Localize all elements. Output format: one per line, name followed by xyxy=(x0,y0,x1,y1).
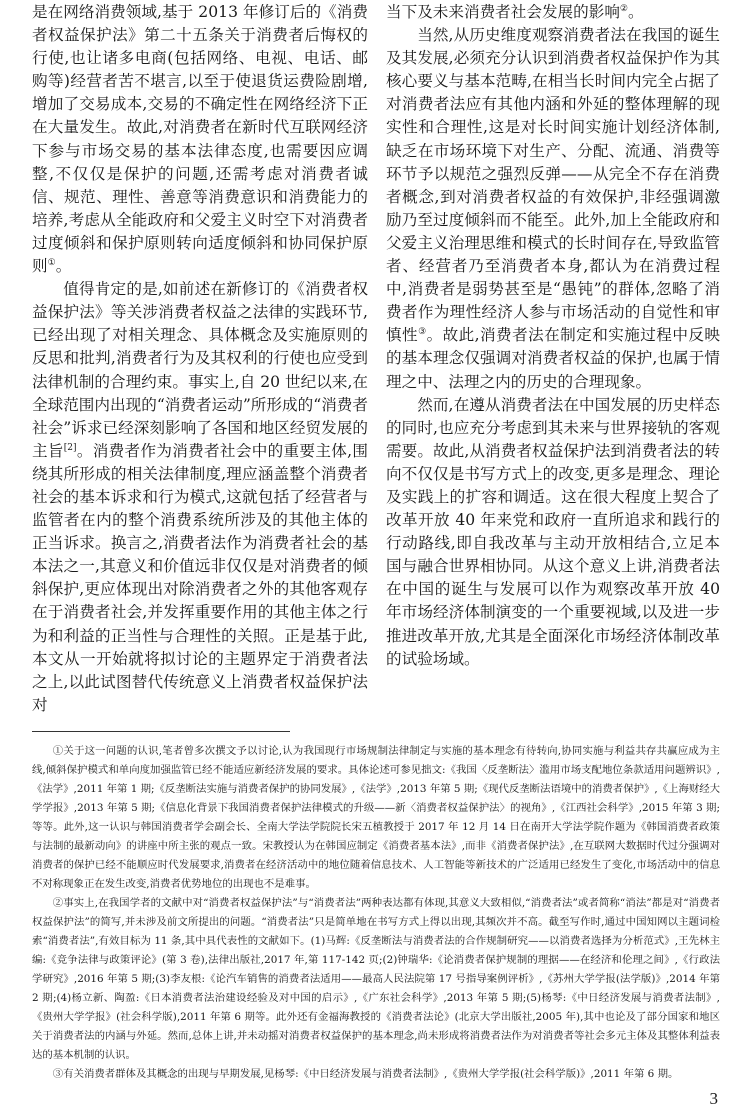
footnote-1: ①关于这一问题的认识,笔者曾多次撰文予以讨论,认为我国现行市场规制法律制定与实施的基本理念有待转向,协同实施与利益共存共赢应成为主线,倾斜保护模式和单向度加强监管已经不能适应新经济发展的要求。具体论述可参见拙文:《我国〈反垄断法〉滥用市场支配地位条款适用问题辨识》,《法学》,2011 年第 1 期;《反垄断法实施与消费者保护的协同发展》,《法学》,2013 年第 5 期;《现代反垄断法语境中的消费者保护》,《上海财经大学学报》,2013 年第 5 期;《信息化背景下我国消费者保护法律模式的升级——新〈消费者权益保护法〉的视角》,《江西社会科学》,2015 年第 3 期;等等。此外,这一认识与韩国消费者学会副会长、全南大学法学院院长宋五植教授于 2017 年 12 月 14 日在南开大学法学院作题为《韩国消费者政策与法制的最新动向》的讲座中所主张的观点一致。宋教授认为在韩国应制定《消费者基本法》,而非《消费者保护法》,在互联网大数据时代过分强调对消费者的保护已经不能顺应时代发展要求,消费者在经济活动中的地位随着信息技术、人工智能等新技术的广泛适用已经发生了变化,市场活动中的信息不对称现象正在发生改变,消费者优势地位的出现也不是难事。 xyxy=(32,744,721,890)
footnotes xyxy=(32,742,720,1084)
paragraph-text: 。故此,消费者法在制定和实施过程中反映的基本理念仅强调对消费者权益的保护,也属于情理之中、法理之内的历史的合理现象。 xyxy=(386,326,720,391)
paragraph xyxy=(386,24,720,394)
paragraph-text: 值得肯定的是,如前述在新修订的《消费者权益保护法》等关涉消费者权益之法律的实践环节,已经出现了对相关理念、具体概念及实施原则的反思和批判,消费者行为及其权利的行使也应受到法律机制的合理约束。事实上,自 20 世纪以来,在全球范围内出现的“消费者运动”所形成的“消费者社会”诉求已经深刻影响了各国和地区经贸发展的主旨 xyxy=(32,280,368,460)
paragraph-text: 然而,在遵从消费者法在中国发展的历史样态的同时,也应充分考虑到其未来与世界接轨的客观需要。故此,从消费者权益保护法到消费者法的转向不仅仅是书写方式上的改变,更多是理念、理论及实践上的扩容和调适。这在很大程度上契合了改革开放 40 年来党和政府一直所追求和践行的行动路线,即自我改革与主动开放相结合,立足本国与融合世界相协同。从这个意义上讲,消费者法在中国的诞生与发展可以作为观察改革开放 40 年市场经济体制演变的一个重要视域,以及进一步推进改革开放,尤其是全面深化市场经济体制改革的试验场域。 xyxy=(386,395,720,668)
left-column xyxy=(32,1,368,717)
paragraph-text: 。消费者作为消费者社会中的重要主体,围绕其所形成的相关法律制度,理应涵盖整个消费者社会的基本诉求和行为模式,这就包括了经营者与监管者在内的整个消费系统所涉及的其他主体的正当诉求。换言之,消费者法作为消费者社会的基本法之一,其意义和价值远非仅仅是对消费者的倾斜保护,更应体现出对除消费者之外的其他客观存在于消费者社会,并发挥重要作用的其他主体之行为和利益的正当性与合理性的关照。正是基于此,本文从一开始就将拟讨论的主题界定于消费者法之上,以此试图替代传统意义上消费者权益保护法对 xyxy=(32,441,368,714)
paragraph-text: 是在网络消费领域,基于 2013 年修订后的《消费者权益保护法》第二十五条关于消费者后悔权的行使,也让诸多电商(包括网络、电视、电话、邮购等)经营者苦不堪言,以至于使退货运费险剧增,增加了交易成本,交易的不确定性在网络经济下正在大量发生。故此,对消费者在新时代互联网经济下参与市场交易的基本法律态度,也需要因应调整,不仅仅是保护的问题,还需考虑对消费者诚信、规范、理性、善意等消费意识和消费能力的培养,考虑从全能政府和父爱主义时空下对消费者过度倾斜和保护原则转向适度倾斜和协同保护原则 xyxy=(32,3,368,276)
paragraph xyxy=(386,1,720,24)
footnote-3: ③有关消费者群体及其概念的出现与早期发展,见杨琴:《中日经济发展与消费者法制》,《贵州大学学报(社会科学版)》,2011 年第 6 期。 xyxy=(52,1067,679,1080)
paragraph-text: 。 xyxy=(55,257,72,276)
paragraph xyxy=(32,1,368,278)
footnote-divider xyxy=(32,731,290,732)
paragraph-text: 当下及未来消费者社会发展的影响 xyxy=(386,3,620,21)
footnote-ref: ② xyxy=(619,4,628,14)
right-column xyxy=(386,1,720,671)
paragraph xyxy=(386,394,720,671)
citation-ref: [2] xyxy=(63,442,77,453)
footnote-ref: ③ xyxy=(418,327,427,338)
paragraph-text: 。 xyxy=(628,3,644,21)
page-number: 3 xyxy=(709,1088,718,1108)
footnote-2: ②事实上,在我国学者的文献中对“消费者权益保护法”与“消费者法”两种表达都有体现,其意义大致相似,“消费者法”或者简称“消法”都是对“消费者权益保护法”的简写,并未涉及前文所提出的问题。“消费者法”只是简单地在书写方式上得以出现,其频次并不高。截至写作时,通过中国知网以主题词检索“消费者法”,有效目标为 11 条,其中具代表性的文献如下。(1)马辉:《反垄断法与消费者法的合作规制研究——以消费者选择为分析范式》,王先林主编:《竞争法律与政策评论》(第 3 卷),法律出版社,2017 年,第 117-142 页;(2)钟瑞华:《论消费者保护规制的理据——在经济和伦理之间》,《行政法学研究》,2016 年第 5 期;(3)李友根:《论汽车销售的消费者法适用——最高人民法院第 17 号指导案例评析》,《苏州大学学报(法学版)》,2014 年第 2 期;(4)杨立新、陶盈:《日本消费者法治建设经验及对中国的启示》,《广东社会科学》,2013 年第 5 期;(5)杨琴:《中日经济发展与消费者法制》,《贵州大学学报》(社会科学版),2011 年第 6 期等。此外还有金福海教授的《消费者法论》(北京大学出版社,2005 年),其中也论及了部分国家和地区关于消费者法的内涵与外延。然而,总体上讲,并未动摇对消费者权益保护的基本理念,尚未形成将消费者法作为对消费者等社会多元主体及其整体利益表达的基本机制的认识。 xyxy=(32,896,720,1061)
paragraph xyxy=(32,278,368,717)
paragraph-text: 当然,从历史维度观察消费者法在我国的诞生及其发展,必须充分认识到消费者权益保护作为其核心要义与基本范畴,在相当长时间内完全占据了对消费者法应有其他内涵和外延的整体理解的现实性和合理性,这是对长时间实施计划经济体制,缺乏在市场环境下对生产、分配、流通、消费等环节予以规范之强烈反弹——从完全不存在消费者概念,到对消费者权益的有效保护,非经强调激励乃至过度倾斜而不能至。此外,加上全能政府和父爱主义治理思维和模式的长时间存在,导致监管者、经营者乃至消费者本身,都认为在消费过程中,消费者是弱势甚至是“愚钝”的群体,忽略了消费者作为理性经济人参与市场活动的自觉性和审慎性 xyxy=(386,26,720,345)
body-columns xyxy=(32,1,720,717)
footnote-ref: ① xyxy=(47,258,56,269)
